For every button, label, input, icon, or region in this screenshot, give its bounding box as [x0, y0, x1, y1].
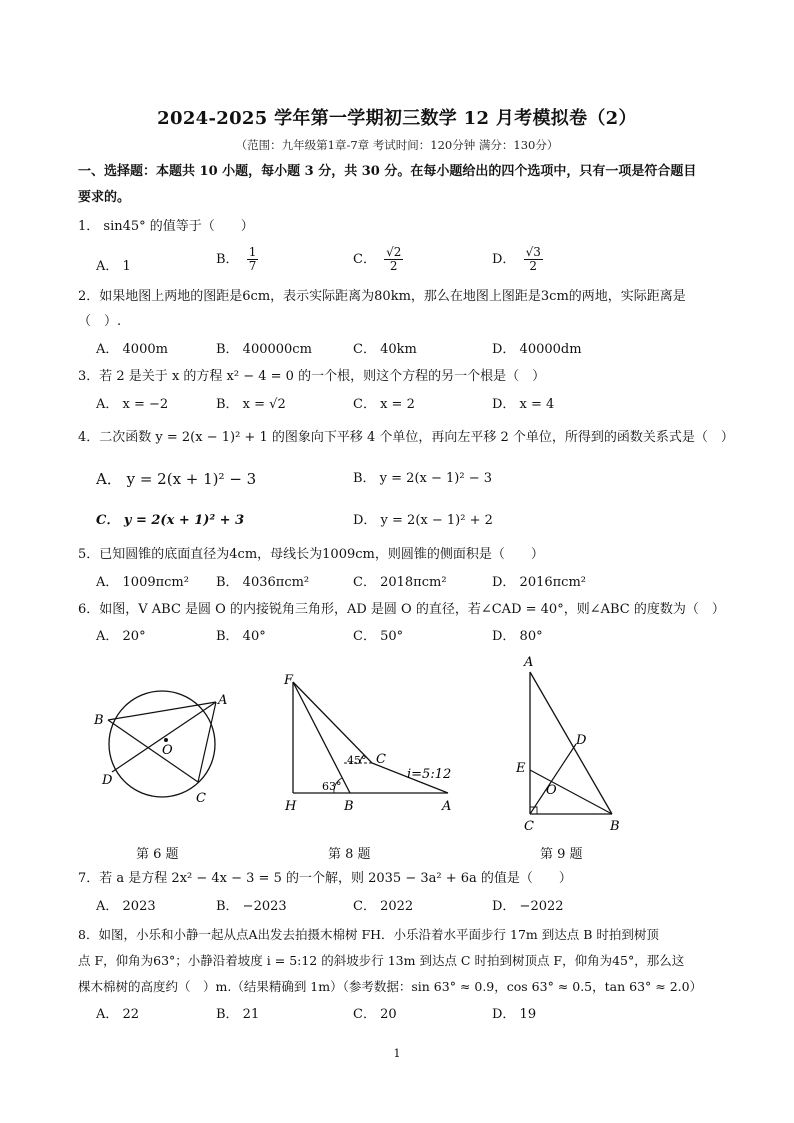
q1-option-d-label: D．: [492, 252, 516, 267]
q1-option-a: A． 1: [96, 259, 131, 274]
label-e: E: [516, 761, 526, 776]
q1-d-denominator: 2: [529, 259, 538, 273]
q8-option-a: A． 22: [96, 1007, 140, 1022]
q7-option-c: C． 2022: [353, 899, 414, 914]
q1-d-numerator: √3: [525, 245, 541, 259]
q2-option-c: C． 40km: [353, 342, 417, 357]
sight-line-fb: [293, 682, 350, 793]
q6-option-d: D． 80°: [492, 629, 543, 644]
q8-stem-line3: 棵木棉树的高度约（ ）m.（结果精确到 1m）（参考数据：sin 63° ≈ 0.9，cos 63° ≈ 0.5，tan 63° ≈ 2.0）: [78, 979, 703, 994]
q8-option-d: D． 19: [492, 1007, 537, 1022]
q2-option-a: A． 4000m: [96, 342, 168, 357]
q4-stem: 4．二次函数 y = 2(x − 1)² + 1 的图象向下平移 4 个单位，再向左平移 2 个单位，所得到的函数关系式是（ ）: [78, 430, 734, 445]
segment-bc: [108, 720, 198, 782]
center-point-o: [164, 738, 168, 742]
q3-option-d: D． x = 4: [492, 397, 555, 412]
label-c: C: [196, 791, 206, 806]
q1-option-b: [216, 246, 258, 273]
label-h: H: [285, 799, 297, 814]
q7-stem: 7．若 a 是方程 2x² − 4x − 3 = 5 的一个解，则 2035 − 3a² + 6a 的值是（ ）: [78, 871, 572, 886]
label-a: A: [218, 693, 228, 708]
q5-option-c: C． 2018πcm²: [353, 575, 447, 590]
page-title: 2024-2025 学年第一学期初三数学 12 月考模拟卷（2）: [157, 108, 637, 129]
q2-option-b: B． 400000cm: [216, 342, 312, 357]
q4-option-c: C． y = 2(x + 1)² + 3: [96, 513, 245, 528]
q3-stem: 3．若 2 是关于 x 的方程 x² − 4 = 0 的一个根，则这个方程的另一个根是（ ）: [78, 369, 546, 384]
label-d: D: [576, 733, 587, 748]
figure-8: [276, 668, 462, 820]
q3-option-c: C． x = 2: [353, 397, 415, 412]
q8-option-b: B． 21: [216, 1007, 260, 1022]
angle-63-label: 63°: [322, 780, 342, 793]
label-c: C: [376, 752, 386, 767]
q6-option-a: A． 20°: [96, 629, 146, 644]
q1-option-c: [353, 246, 403, 273]
q7-option-d: D． −2022: [492, 899, 564, 914]
q4-option-b: B． y = 2(x − 1)² − 3: [353, 471, 493, 486]
q1-b-denominator: 7: [248, 259, 257, 273]
q6-stem: 6．如图，V ABC 是圆 O 的内接锐角三角形，AD 是圆 O 的直径，若∠CAD = 40°，则∠ABC 的度数为（ ）: [78, 602, 725, 617]
figure-6: [92, 684, 252, 814]
q1-b-numerator: 1: [248, 245, 257, 259]
segment-ab: [108, 702, 216, 720]
page-number: 1: [393, 1047, 401, 1060]
q6-option-b: B． 40°: [216, 629, 266, 644]
q2-stem-line1: 2．如果地图上两地的图距是6cm，表示实际距离为80km，那么在地图上图距是3cm的两地，实际距离是: [78, 289, 686, 304]
diameter-ad: [112, 702, 216, 772]
q4-option-a: A． y = 2(x + 1)² − 3: [96, 470, 257, 488]
label-a: A: [524, 655, 534, 670]
q8-stem-line1: 8．如图，小乐和小静一起从点A出发去拍摄木棉树 FH．小乐沿着水平面步行 17m 到达点 B 时拍到树顶: [78, 927, 659, 942]
q1-stem: 1． sin45° 的值等于（ ）: [78, 219, 254, 234]
q3-option-b: B． x = √2: [216, 397, 286, 412]
q5-option-a: A． 1009πcm²: [96, 575, 189, 590]
sight-line-fc: [293, 682, 372, 763]
q4-option-d: D． y = 2(x − 1)² + 2: [353, 513, 493, 528]
q1-option-b-label: B．: [216, 252, 239, 267]
figure-9-caption: 第 9 题: [540, 847, 583, 862]
q7-option-b: B． −2023: [216, 899, 287, 914]
q5-option-b: B． 4036πcm²: [216, 575, 310, 590]
q1-option-d-fraction: [524, 246, 543, 273]
q8-stem-line2: 点 F，仰角为63°；小静沿着坡度 i = 5:12 的斜坡步行 13m 到达点 C 时拍到树顶点 F，仰角为45°，那么这: [78, 953, 685, 968]
label-b: B: [610, 819, 620, 832]
label-d: D: [102, 773, 113, 788]
figure-6-caption: 第 6 题: [136, 847, 179, 862]
q2-stem-line2: （ ）.: [78, 314, 122, 329]
figure-9: [514, 652, 626, 832]
label-b: B: [94, 713, 104, 728]
label-o: O: [546, 783, 557, 798]
q1-option-c-label: C．: [353, 252, 376, 267]
q1-c-numerator: √2: [386, 245, 402, 259]
q1-option-b-fraction: [247, 246, 259, 273]
angle-45-label: 45°: [347, 754, 367, 767]
q8-option-c: C． 20: [353, 1007, 397, 1022]
slope-ratio-label: i=5:12: [407, 767, 452, 782]
segment-ab: [530, 672, 612, 814]
section-heading-line1: 一、选择题：本题共 10 小题，每小题 3 分，共 30 分。在每小题给出的四个选项中，只有一项是符合题目: [78, 164, 697, 179]
q1-c-denominator: 2: [389, 259, 398, 273]
q5-option-d: D． 2016πcm²: [492, 575, 587, 590]
label-c: C: [524, 819, 534, 832]
q7-option-a: A． 2023: [96, 899, 156, 914]
q5-stem: 5．已知圆锥的底面直径为4cm，母线长为1009cm，则圆锥的侧面积是（ ）: [78, 547, 544, 562]
q3-option-a: A． x = −2: [96, 397, 169, 412]
section-heading-line2: 要求的。: [78, 190, 131, 205]
exam-scope: （范围：九年级第1章-7章 考试时间：120分钟 满分：130分）: [235, 138, 559, 152]
segment-cd: [530, 744, 576, 814]
q6-option-c: C． 50°: [353, 629, 404, 644]
label-b: B: [344, 799, 354, 814]
q2-option-d: D． 40000dm: [492, 342, 582, 357]
label-a: A: [442, 799, 452, 814]
label-f: F: [284, 673, 294, 688]
segment-ac: [198, 702, 216, 782]
label-o: O: [162, 743, 173, 758]
q1-option-d: [492, 246, 543, 273]
figure-8-caption: 第 8 题: [328, 847, 371, 862]
q1-option-c-fraction: [384, 246, 403, 273]
